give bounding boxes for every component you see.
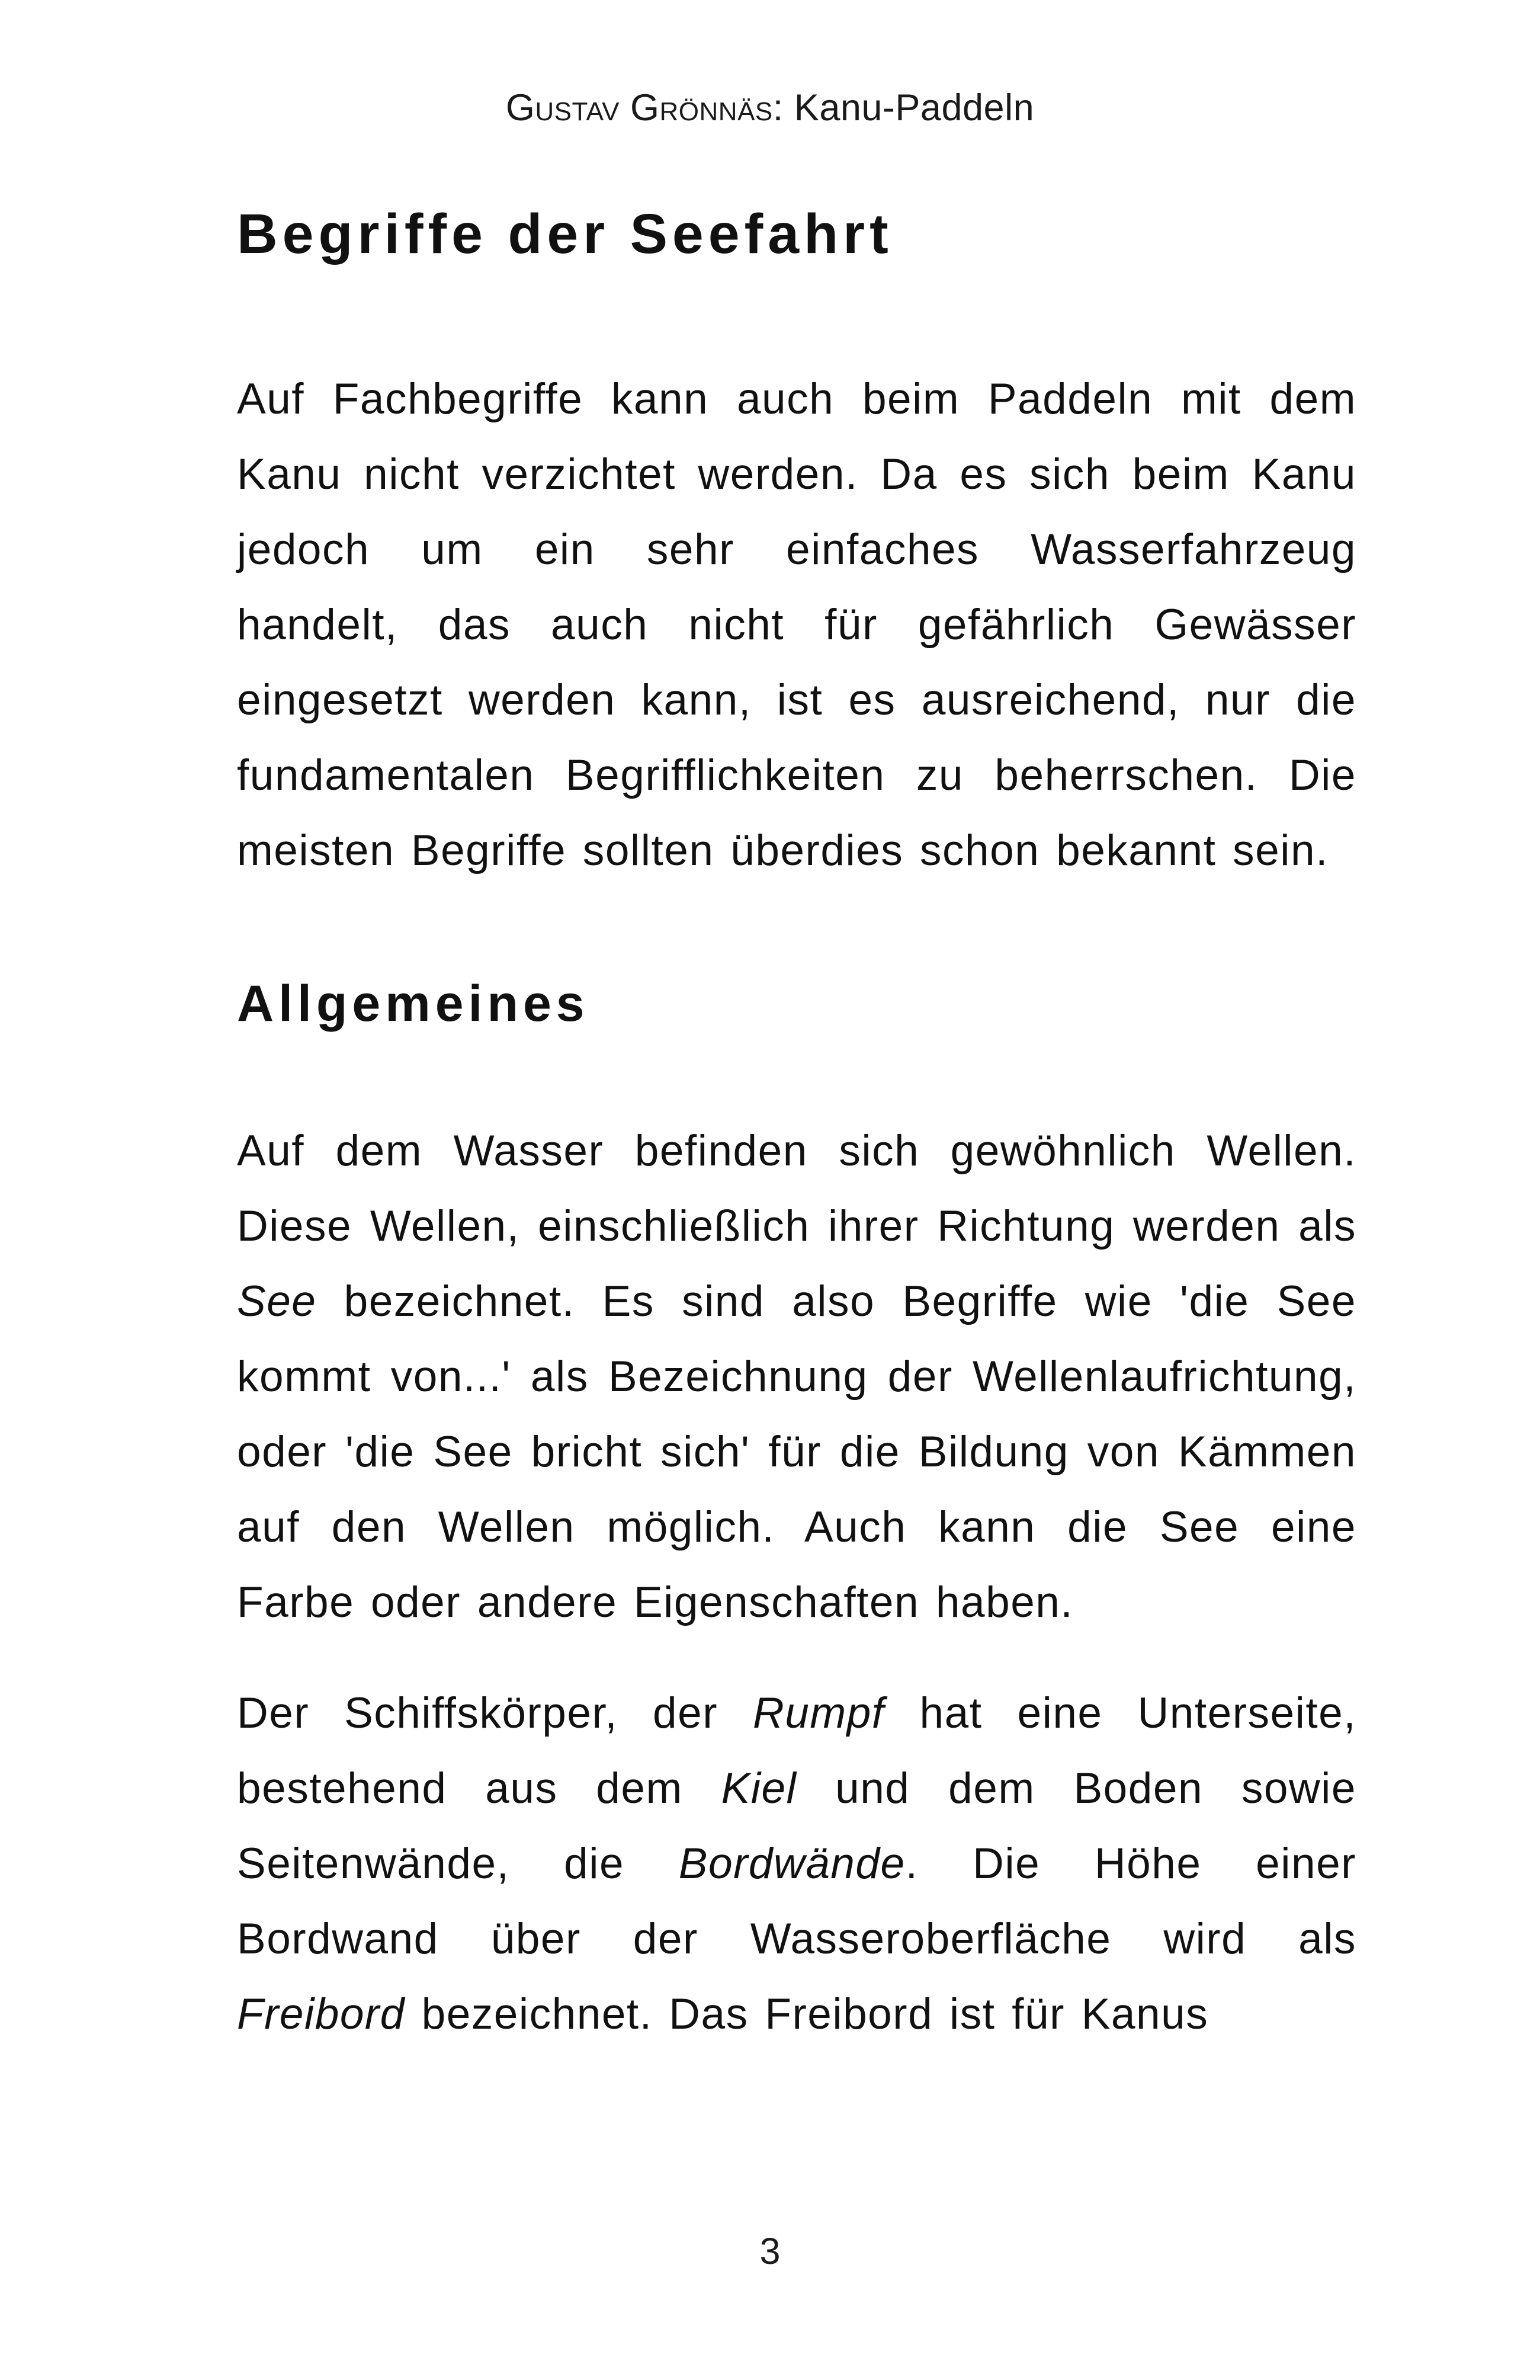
page-number: 3 [759,2231,781,2272]
text-run: und dem Boden sowie Seitenwände, die [237,1764,1356,1888]
term-see: See [237,1277,317,1325]
text-run: bezeichnet. Es sind also Begriffe wie 'die See kommt von...' als Bezeichnung der Wellenlaufrichtung, oder 'die See bricht sich' für die Bildung von Kämmen auf den Wellen möglich. Auch kann die See eine Farbe oder andere Eigenschaften haben. [237,1277,1356,1626]
text-run: . Die Höhe einer Bordwand über der Wasseroberfläche wird als [237,1840,1356,1963]
page-content [237,190,1356,2052]
header-book-title: Kanu-Paddeln [783,87,1035,129]
text-run: hat eine Unterseite, bestehend aus dem [237,1689,1356,1812]
paragraph-see [237,1113,1356,1640]
text-run: Auf dem Wasser befinden sich gewöhnlich Wellen. Diese Wellen, einschließlich ihrer Richtung werden als [237,1127,1356,1250]
header-separator: : [772,87,784,129]
header-author: Gustav Grönnäs [505,87,773,129]
paragraph-rumpf [237,1676,1356,2052]
term-bordwaende: Bordwände [678,1840,906,1888]
term-freibord: Freibord [237,1990,405,2038]
text-run: Der Schiffskörper, der [237,1689,753,1737]
term-rumpf: Rumpf [753,1689,885,1737]
section-heading-allgemeines: Allgemeines [237,975,589,1032]
text-run: bezeichnet. Das Freibord ist für Kanus [405,1990,1209,2038]
term-kiel: Kiel [721,1764,797,1812]
chapter-heading: Begriffe der Seefahrt [237,203,893,265]
intro-paragraph: Auf Fachbegriffe kann auch beim Paddeln mit dem Kanu nicht verzichtet werden. Da es sich beim Kanu jedoch um ein sehr einfaches Wasserfahrzeug handelt, das auch nicht für gefährlich Gewässer eingesetzt werden kann, ist es ausreichend, nur die fundamentalen Begrifflichkeiten zu beherrschen. Die meisten Begriffe sollten überdies schon bekannt sein. [237,375,1356,875]
running-header [0,84,1540,132]
